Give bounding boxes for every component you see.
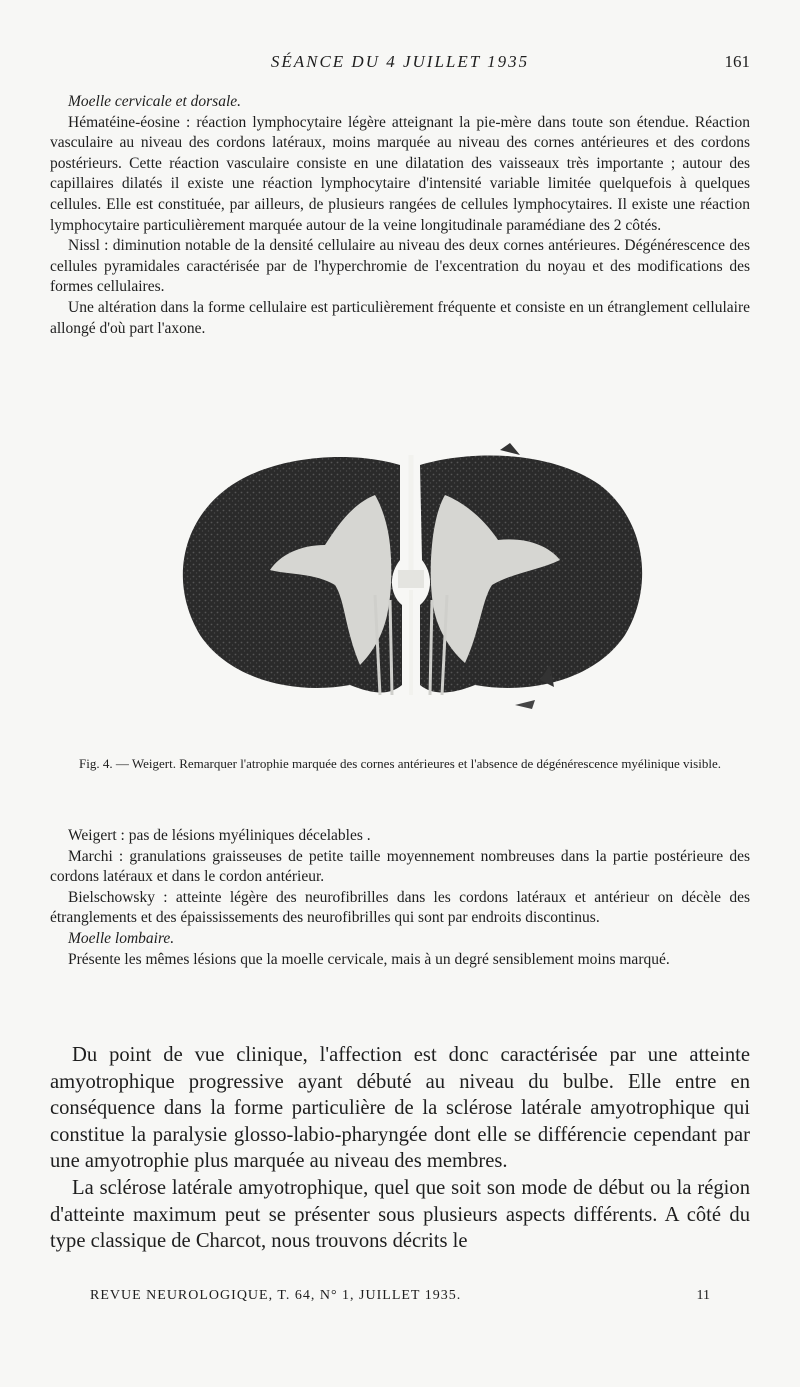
- paragraph-hematein: Hématéine-éosine : réaction lymphocytaire légère atteignant la pie-mère dans toute son étendue. Réaction vasculaire au niveau des cordons latéraux, moins marquée au niveau des cornes antérieures et des cordons postérieurs. Cette réaction vasculaire consiste en une dilatation des vaisseaux très importante ; autour des capillaires dilatés il existe une réaction lymphocytaire d'intensité variable limitée quelquefois à quelques cellules. Elle est constituée, par ailleurs, de plusieurs rangées de cellules lymphocytaires. Il existe une réaction lymphocytaire particulièrement marquée autour de la veine longitudinale paramédiane des 2 côtés.: [50, 113, 750, 234]
- section-heading-cervicale: Moelle cervicale et dorsale.: [68, 93, 242, 110]
- running-footer: [90, 1288, 710, 1310]
- footer-journal: REVUE NEUROLOGIQUE, T. 64, N° 1, JUILLET 1935.: [90, 1288, 462, 1303]
- header-title: SÉANCE DU 4 JUILLET 1935: [270, 52, 530, 71]
- paragraph-bielschowsky: Bielschowsky : atteinte légère des neurofibrilles dans les cordons latéraux et antérieur on décèle des étranglements et des épaississements des neurofibrilles qui sont par endroits discontinus.: [50, 888, 750, 927]
- paragraph-weigert: Weigert : pas de lésions myéliniques décelables .: [68, 827, 371, 844]
- running-header: [50, 52, 750, 76]
- paragraph-alteration: Une altération dans la forme cellulaire est particulièrement fréquente et consiste en un étranglement cellulaire allongé d'où part l'axone.: [50, 298, 750, 337]
- figure-caption: Fig. 4. — Weigert. Remarquer l'atrophie marquée des cornes antérieures et l'absence de dégénérescence myélinique visible.: [79, 756, 721, 771]
- paragraph-sclerose: La sclérose latérale amyotrophique, quel que soit son mode de début ou la région d'atteinte maximum peut se présenter sous plusieurs aspects différents. A côté du type classique de Charcot, nous trouvons décrits le: [50, 1176, 750, 1253]
- section-cervicale: [50, 92, 750, 339]
- spinal-cord-section-figure: [120, 395, 730, 725]
- section-stains: [50, 826, 750, 970]
- paragraph-marchi: Marchi : granulations graisseuses de petite taille moyennement nombreuses dans la partie postérieure des cordons latéraux et dans le cordon antérieur.: [50, 847, 750, 886]
- paragraph-clinique: Du point de vue clinique, l'affection est donc caractérisée par une atteinte amyotrophique progressive ayant débuté au niveau du bulbe. Elle entre en conséquence dans la forme particulière de la sclérose latérale amyotrophique qui constitue la paralysie glosso-labio-pharyngée dont elle se différencie cependant par une amyotrophie plus marquée au niveau des membres.: [50, 1044, 750, 1173]
- body-text: [50, 1042, 750, 1255]
- spinal-cord-micrograph: [120, 395, 730, 725]
- paragraph-nissl: Nissl : diminution notable de la densité cellulaire au niveau des deux cornes antérieures. Dégénérescence des cellules pyramidales caractérisée par de l'hyperchromie de l'excentration du noyau et des modifications des formes cellulaires.: [50, 237, 750, 296]
- section-heading-lombaire: Moelle lombaire.: [68, 929, 175, 947]
- footer-page-number: 11: [696, 1288, 710, 1303]
- paragraph-lombaire: Présente les mêmes lésions que la moelle cervicale, mais à un degré sensiblement moins marqué.: [68, 950, 670, 968]
- header-page-number: 161: [724, 52, 750, 71]
